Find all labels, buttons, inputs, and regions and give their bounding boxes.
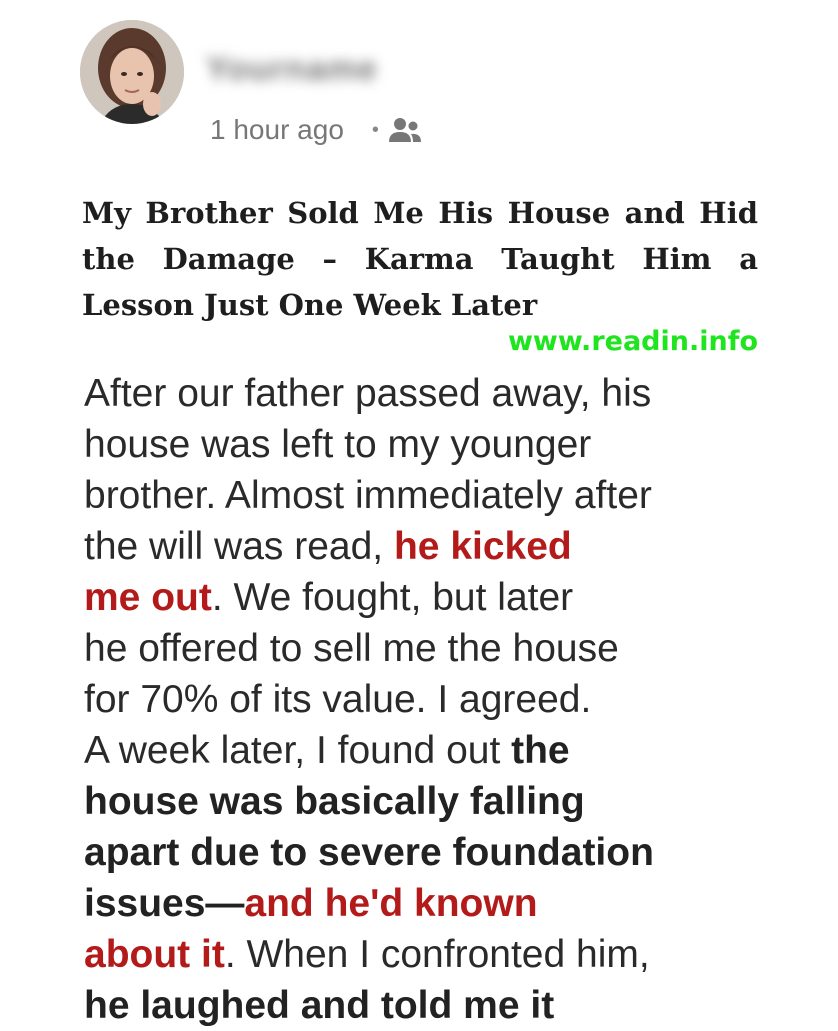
body-line: house was left to my younger bbox=[84, 423, 592, 466]
highlight-red: about it bbox=[84, 933, 225, 976]
highlight-bold: the bbox=[511, 729, 570, 772]
article-title bbox=[82, 190, 758, 328]
body-line: he offered to sell me the house bbox=[84, 627, 619, 670]
body-text-segment: . We fought, but later bbox=[211, 576, 574, 619]
body-line bbox=[84, 521, 774, 572]
body-line bbox=[84, 572, 774, 623]
body-line bbox=[84, 929, 774, 980]
highlight-red: me out bbox=[84, 576, 212, 619]
body-text-segment: A week later, I found out bbox=[84, 729, 512, 772]
post-timestamp[interactable]: 1 hour ago bbox=[210, 114, 344, 145]
friends-icon[interactable] bbox=[387, 116, 423, 144]
account-name[interactable]: Yourname bbox=[206, 50, 378, 88]
highlight-red: and he'd known bbox=[244, 882, 538, 925]
avatar[interactable] bbox=[80, 20, 184, 124]
body-text-segment: the will was read, bbox=[84, 525, 394, 568]
body-line: for 70% of its value. I agreed. bbox=[84, 678, 592, 721]
meta-separator: • bbox=[371, 118, 379, 141]
body-line: brother. Almost immediately after bbox=[84, 474, 652, 517]
source-url: www.readin.info bbox=[507, 326, 758, 357]
avatar-image bbox=[80, 20, 184, 124]
body-line: apart due to severe foundation bbox=[84, 831, 654, 874]
body-line: he laughed and told me it bbox=[84, 984, 555, 1027]
post-header bbox=[80, 20, 780, 160]
body-line bbox=[84, 878, 774, 929]
highlight-bold: issues— bbox=[84, 882, 245, 925]
post-meta bbox=[210, 114, 423, 146]
body-line bbox=[84, 725, 774, 776]
body-text-segment: . When I confronted him, bbox=[224, 933, 650, 976]
article-title-line: My Brother Sold Me His House and Hid bbox=[82, 196, 758, 230]
highlight-red: he kicked bbox=[393, 525, 572, 568]
article-body bbox=[84, 368, 774, 1031]
body-line: house was basically falling bbox=[84, 780, 585, 823]
article-title-line: the Damage – Karma Taught Him a bbox=[82, 242, 758, 276]
body-line: After our father passed away, his bbox=[84, 372, 652, 415]
article-title-line: Lesson Just One Week Later bbox=[82, 288, 538, 322]
